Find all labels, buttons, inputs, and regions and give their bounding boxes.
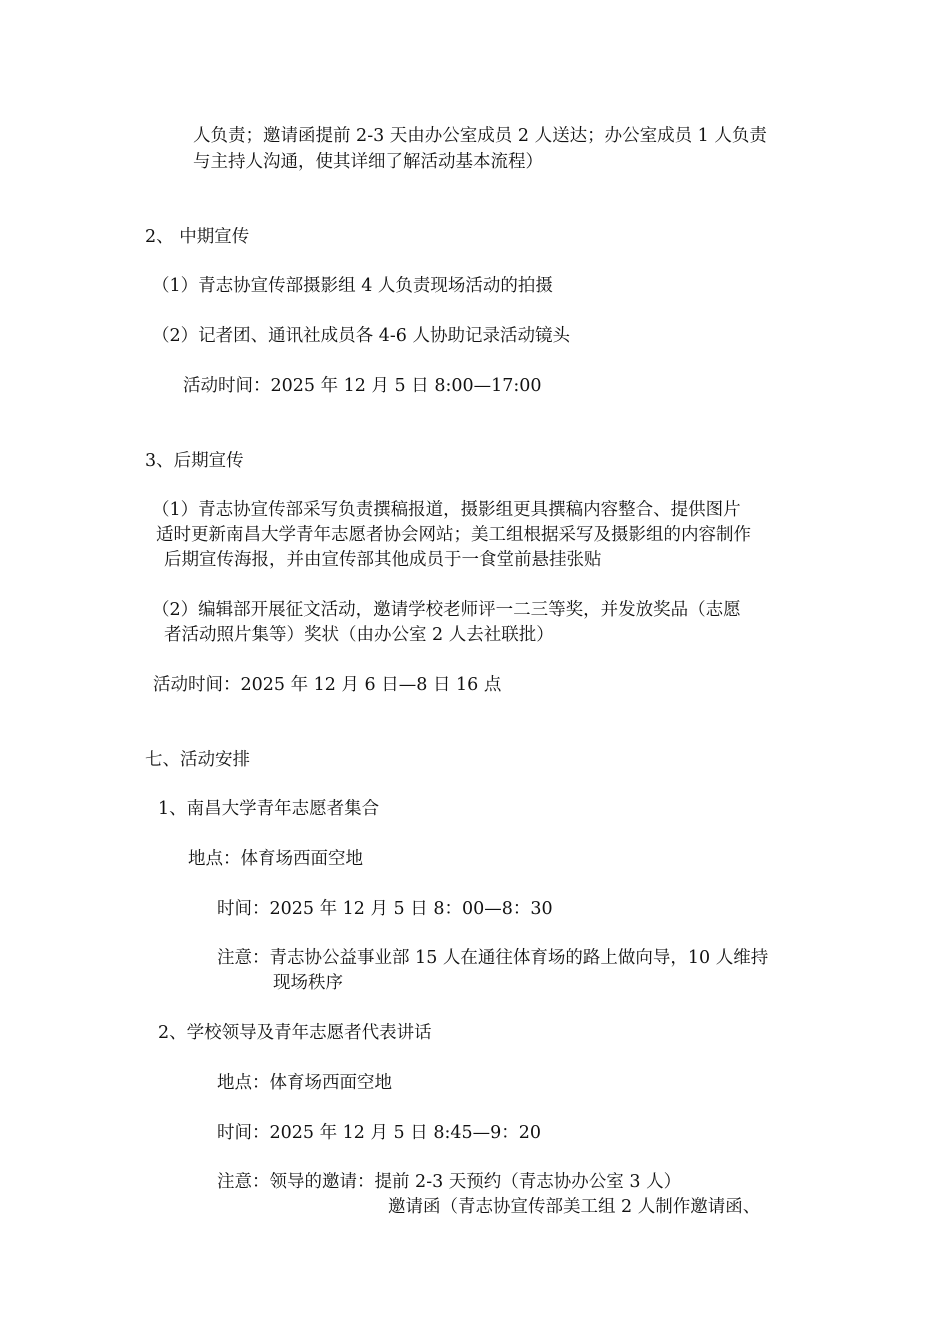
- schedule-item-1-place: 地点：体育场西面空地: [188, 849, 363, 869]
- intro-line-2: 与主持人沟通，使其详细了解活动基本流程）: [193, 152, 543, 172]
- mid-promotion-heading: 2、 中期宣传: [145, 227, 250, 247]
- section-7-heading: 七、活动安排: [145, 750, 250, 770]
- mid-promotion-time: 活动时间：2025 年 12 月 5 日 8:00—17:00: [183, 376, 542, 396]
- schedule-item-1-time: 时间：2025 年 12 月 5 日 8：00—8：30: [217, 899, 553, 919]
- schedule-item-2-place: 地点：体育场西面空地: [217, 1073, 392, 1093]
- late-promotion-item-1-line-1: （1）青志协宣传部采写负责撰稿报道，摄影组更具撰稿内容整合、提供图片: [152, 500, 741, 520]
- schedule-item-1-note-line-1: 注意：青志协公益事业部 15 人在通往体育场的路上做向导，10 人维持: [217, 948, 769, 968]
- schedule-item-2-title: 2、学校领导及青年志愿者代表讲话: [158, 1023, 432, 1043]
- mid-promotion-item-2: （2）记者团、通讯社成员各 4-6 人协助记录活动镜头: [152, 326, 570, 346]
- intro-line-1: 人负责；邀请函提前 2-3 天由办公室成员 2 人送达；办公室成员 1 人负责: [193, 126, 767, 146]
- mid-promotion-item-1: （1）青志协宣传部摄影组 4 人负责现场活动的拍摄: [152, 276, 553, 296]
- late-promotion-item-2-line-2: 者活动照片集等）奖状（由办公室 2 人去社联批）: [164, 625, 554, 645]
- late-promotion-item-1-line-3: 后期宣传海报，并由宣传部其他成员于一食堂前悬挂张贴: [164, 550, 602, 570]
- schedule-item-2-note-line-2: 邀请函（青志协宣传部美工组 2 人制作邀请函、: [388, 1197, 761, 1217]
- schedule-item-2-time: 时间：2025 年 12 月 5 日 8:45—9：20: [217, 1123, 542, 1143]
- late-promotion-heading: 3、后期宣传: [145, 451, 244, 471]
- schedule-item-1-note-line-2: 现场秩序: [273, 973, 343, 993]
- late-promotion-item-2-line-1: （2）编辑部开展征文活动，邀请学校老师评一二三等奖，并发放奖品（志愿: [152, 600, 741, 620]
- schedule-item-1-title: 1、南昌大学青年志愿者集合: [158, 799, 380, 819]
- late-promotion-item-1-line-2: 适时更新南昌大学青年志愿者协会网站；美工组根据采写及摄影组的内容制作: [156, 525, 751, 545]
- late-promotion-time: 活动时间：2025 年 12 月 6 日—8 日 16 点: [153, 675, 502, 695]
- schedule-item-2-note-line-1: 注意：领导的邀请：提前 2-3 天预约（青志协办公室 3 人）: [217, 1172, 682, 1192]
